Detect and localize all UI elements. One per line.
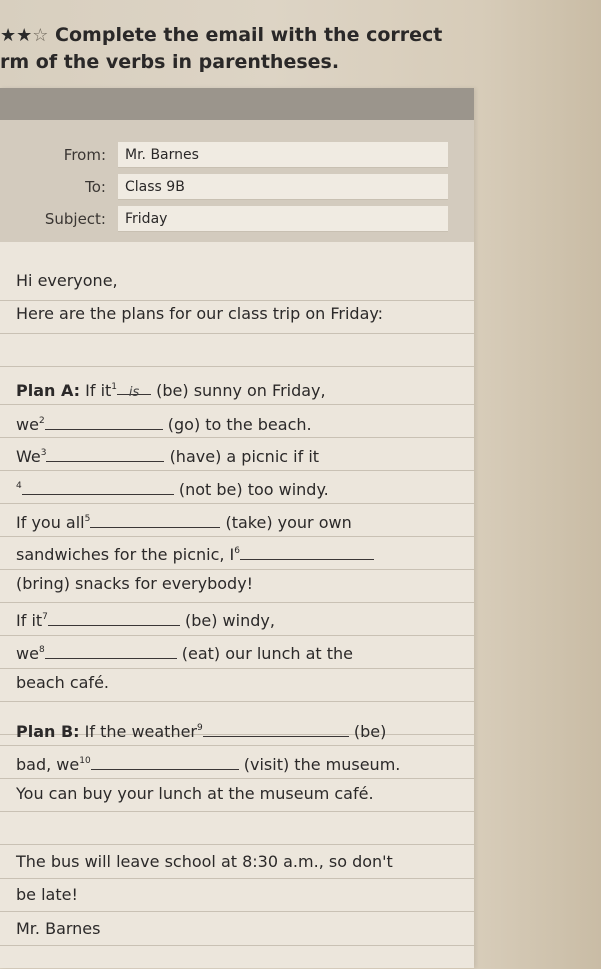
plan-a-line-7: (bring) snacks for everybody! [16, 574, 254, 593]
gap-1[interactable] [117, 380, 151, 400]
email-card [0, 88, 474, 968]
subject-label: Subject: [44, 210, 106, 228]
ruled-line [0, 811, 474, 812]
ruled-line [0, 878, 474, 879]
greeting: Hi everyone, [16, 271, 118, 290]
gap-1-answer: is [128, 385, 140, 400]
ruled-line [0, 701, 474, 702]
instruction-line-1: Complete the email with the correct [55, 24, 443, 46]
ruled-line [0, 911, 474, 912]
filled-star-icon: ★ [0, 25, 17, 46]
plan-a-label: Plan A: [16, 381, 81, 400]
ruled-line [0, 470, 474, 471]
plan-a-line-4: $^4$ (not be) too windy. [16, 480, 329, 499]
ruled-line [0, 366, 474, 367]
from-field: Mr. Barnes [118, 142, 448, 168]
plan-a-line-9: $we^8$ (eat) our lunch at the [16, 644, 354, 663]
plan-a-line-1: Plan A: If $it^1$ is (be) sunny on Friday, [16, 381, 326, 400]
ruled-line [0, 503, 474, 504]
closing-line-2: be late! [16, 885, 78, 904]
gap-10[interactable] [91, 755, 239, 770]
ruled-line [0, 602, 474, 603]
ruled-line [0, 404, 474, 405]
filled-star-icon: ★ [16, 25, 33, 46]
ruled-line [0, 745, 474, 746]
subject-row [0, 206, 474, 234]
plan-a-line-3: We$^3$ (have) a picnic if it [16, 447, 320, 466]
signature: Mr. Barnes [16, 919, 101, 938]
plan-b-label: Plan B: [16, 722, 80, 741]
ruled-line [0, 569, 474, 570]
gap-3[interactable] [46, 447, 164, 462]
gap-4[interactable] [22, 480, 174, 495]
ruled-line [0, 536, 474, 537]
email-header [0, 120, 474, 242]
instruction-line-2: rm of the verbs in parentheses. [0, 51, 340, 73]
plan-b-line-3: You can buy your lunch at the museum café. [16, 784, 374, 803]
ruled-line [0, 437, 474, 438]
to-field: Class 9B [118, 174, 448, 200]
gap-9[interactable] [203, 722, 349, 737]
gap-2[interactable] [45, 415, 163, 430]
ruled-line [0, 945, 474, 946]
gap-8[interactable] [45, 644, 177, 659]
plan-b-line-2: bad, $we^{10}$ (visit) the museum. [16, 755, 401, 774]
ruled-line [0, 333, 474, 334]
gap-5[interactable] [90, 513, 220, 528]
from-label: From: [63, 146, 106, 164]
intro-text: Here are the plans for our class trip on Friday: [16, 304, 384, 323]
ruled-line [0, 300, 474, 301]
plan-a-line-2: $we^2$ (go) to the beach. [16, 415, 312, 434]
empty-star-icon: ☆ [32, 25, 49, 46]
plan-a-line-5: If you all$^5$ (take) your own [16, 513, 352, 532]
to-row [0, 174, 474, 202]
gap-number: 1 [111, 382, 118, 392]
subject-field: Friday [118, 206, 448, 232]
email-top-bar [0, 88, 474, 120]
ruled-line [0, 635, 474, 636]
plan-a-line-6: sandwiches for the picnic, $I^6$ [16, 540, 374, 566]
plan-a-line-8: If $it^7$ (be) windy, [16, 611, 275, 630]
gap-7[interactable] [48, 611, 180, 626]
to-label: To: [85, 178, 106, 196]
plan-b-line-1: Plan B: If the weather$^9$ (be) [16, 722, 387, 741]
from-row [0, 142, 474, 170]
plan-a-line-10: beach café. [16, 673, 109, 692]
gap-6[interactable] [240, 545, 374, 560]
ruled-line [0, 668, 474, 669]
closing-line-1: The bus will leave school at 8:30 a.m., so don't [16, 852, 393, 871]
ruled-line [0, 844, 474, 845]
ruled-line [0, 778, 474, 779]
